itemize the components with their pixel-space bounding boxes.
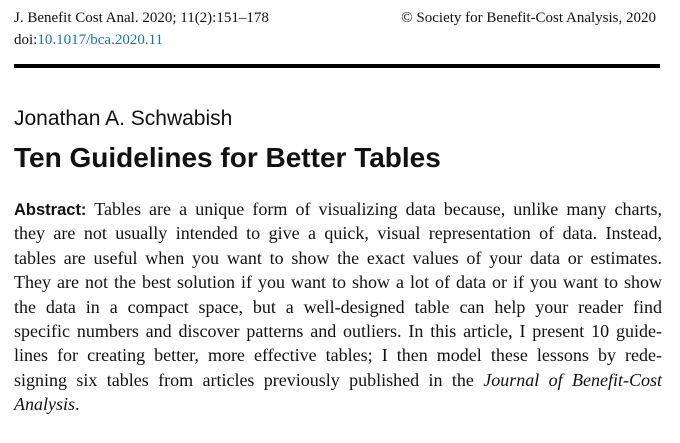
abstract-text: signing six tables from articles previously published in the: [14, 369, 484, 390]
doi-line: [14, 30, 163, 50]
journal-name-italic: Journal of Benefit-Cost: [483, 369, 663, 390]
abstract-line: [14, 197, 662, 221]
author-name: Jonathan A. Schwabish: [14, 107, 233, 130]
abstract-text: .: [75, 394, 80, 415]
abstract-paragraph: [14, 197, 662, 417]
doi-link[interactable]: 10.1017/bca.2020.11: [37, 32, 164, 48]
abstract-line: [14, 392, 662, 416]
abstract-line: They are not the best solution if you want to show a lot of data or if you want to show: [14, 272, 662, 293]
abstract-line: lines for creating better, more effective tables; I then model these lessons by rede-: [14, 345, 662, 366]
doi-prefix: doi:: [14, 32, 38, 48]
abstract-line: tables are useful when you want to show the exact values of your data or estimates.: [14, 247, 662, 268]
copyright-notice: © Society for Benefit-Cost Analysis, 2020: [401, 10, 656, 26]
journal-header: [14, 8, 656, 28]
article-title: Ten Guidelines for Better Tables: [14, 142, 441, 173]
abstract-line: specific numbers and discover patterns and outliers. In this article, I present 10 guide-: [14, 320, 662, 341]
journal-citation: J. Benefit Cost Anal. 2020; 11(2):151–178: [14, 10, 269, 26]
abstract-line: the data in a compact space, but a well-designed table can help your reader find: [14, 296, 662, 317]
abstract-text: Tables are a unique form of visualizing data because, unlike many charts,: [86, 199, 662, 219]
header-rule: [14, 64, 660, 68]
journal-name-italic: Analysis: [14, 394, 75, 415]
abstract-label: Abstract:: [14, 201, 87, 219]
abstract-line: they are not usually intended to give a quick, visual representation of data. Instead,: [14, 223, 662, 244]
abstract-line: [14, 368, 662, 392]
